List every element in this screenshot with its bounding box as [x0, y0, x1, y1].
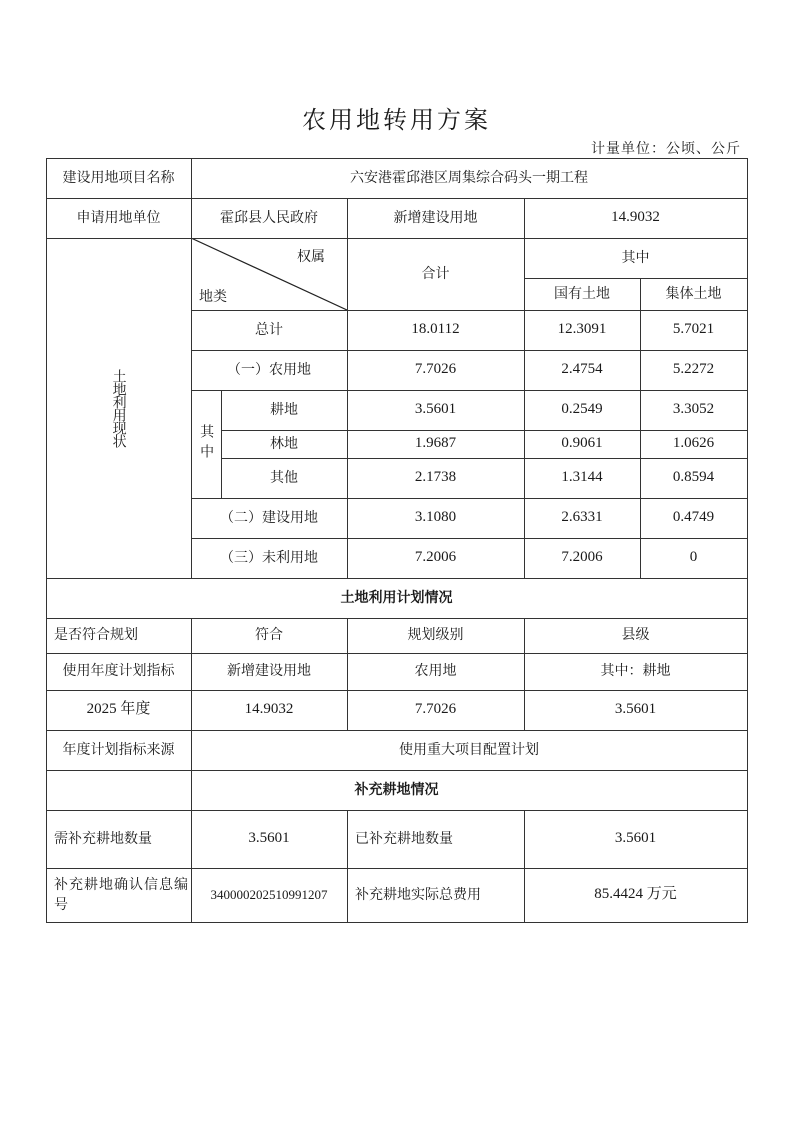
- done-value: 3.5601: [614, 830, 657, 847]
- confirm-label: 补充耕地确认信息编号: [54, 876, 189, 913]
- total-header: 合计: [421, 265, 450, 282]
- h-rule: [191, 538, 748, 539]
- h-rule: [46, 810, 748, 811]
- index-source-value: 使用重大项目配置计划: [399, 741, 539, 758]
- row-total: 7.7026: [414, 361, 457, 378]
- v-rule: [221, 390, 222, 499]
- row-label: 耕地: [270, 401, 298, 418]
- state-land-header: 国有土地: [554, 285, 610, 302]
- confirm-value: 340000202510991207: [210, 886, 328, 902]
- new-construction-label: 新增建设用地: [393, 209, 478, 226]
- year-agri-value: 7.7026: [414, 701, 457, 718]
- plan-heading: 土地利用计划情况: [340, 589, 453, 606]
- v-rule: [747, 158, 748, 923]
- ownership-label: 权属: [297, 249, 325, 265]
- land-use-status-label: [46, 238, 191, 578]
- plan-level-value: 县级: [621, 627, 650, 644]
- land-use-status-text: 土地利用现状: [110, 369, 127, 447]
- document-title: 农用地转用方案: [302, 106, 491, 134]
- year-label: 2025 年度: [86, 701, 151, 718]
- row-total: 7.2006: [414, 549, 457, 566]
- cost-label: 补充耕地实际总费用: [355, 886, 481, 903]
- row-total: 18.0112: [411, 321, 460, 338]
- h-rule: [46, 922, 748, 923]
- h-rule: [46, 578, 748, 579]
- row-collective: 0.4749: [672, 509, 715, 526]
- applicant-value: 霍邱县人民政府: [220, 209, 318, 226]
- h-rule: [221, 430, 748, 431]
- row-label: 总计: [255, 321, 283, 338]
- h-rule: [46, 690, 748, 691]
- applicant-label: 申请用地单位: [76, 209, 161, 226]
- v-rule: [191, 158, 192, 579]
- land-type-label: 地类: [199, 289, 227, 305]
- h-rule: [191, 350, 748, 351]
- cost-value: 85.4424 万元: [594, 886, 677, 903]
- col-agricultural: 农用地: [414, 663, 457, 680]
- col-arable: 其中：耕地: [600, 663, 671, 680]
- index-source-label: 年度计划指标来源: [62, 741, 175, 758]
- collective-land-header: 集体土地: [665, 285, 722, 302]
- row-state: 12.3091: [557, 321, 607, 338]
- row-total: 3.1080: [414, 509, 457, 526]
- v-rule: [524, 618, 525, 731]
- row-collective: 5.7021: [672, 321, 715, 338]
- v-rule: [524, 810, 525, 923]
- sub-group-label: [191, 390, 221, 498]
- need-label: 需补充耕地数量: [54, 830, 152, 847]
- h-rule: [46, 868, 748, 869]
- row-state: 0.9061: [561, 435, 603, 452]
- sub-group-text: 其中: [198, 424, 215, 464]
- row-collective: 0.8594: [672, 469, 715, 486]
- h-rule: [46, 770, 748, 771]
- h-rule: [46, 238, 192, 239]
- row-label: （二）建设用地: [220, 509, 318, 526]
- row-state: 2.4754: [561, 361, 603, 378]
- project-name-value: 六安港霍邱港区周集综合码头一期工程: [350, 169, 588, 186]
- plan-level-label: 规划级别: [407, 627, 464, 644]
- v-rule: [191, 618, 192, 923]
- h-rule: [191, 310, 748, 311]
- year-arable-value: 3.5601: [614, 701, 657, 718]
- v-rule: [347, 618, 348, 731]
- row-state: 2.6331: [561, 509, 603, 526]
- row-state: 0.2549: [561, 401, 603, 418]
- v-rule: [640, 278, 641, 579]
- h-rule: [46, 618, 748, 619]
- supplement-heading: 补充耕地情况: [354, 781, 439, 798]
- v-rule: [347, 198, 348, 239]
- row-label: （三）未利用地: [220, 549, 318, 566]
- h-rule: [191, 498, 748, 499]
- row-label: （一）农用地: [227, 361, 311, 378]
- row-state: 7.2006: [561, 549, 603, 566]
- diagonal-header-cell: [191, 238, 347, 310]
- row-collective: 1.0626: [672, 435, 715, 452]
- col-new-construction: 新增建设用地: [227, 663, 311, 680]
- row-collective: 0: [689, 549, 698, 566]
- annual-index-label: 使用年度计划指标: [62, 663, 175, 680]
- h-rule: [46, 158, 748, 159]
- row-total: 2.1738: [414, 469, 457, 486]
- new-construction-value: 14.9032: [611, 209, 660, 226]
- v-rule: [46, 158, 47, 923]
- of-which-header: 其中: [621, 249, 650, 266]
- row-label: 林地: [270, 435, 298, 452]
- v-rule: [347, 238, 348, 579]
- row-collective: 3.3052: [672, 401, 715, 418]
- row-collective: 5.2272: [672, 361, 715, 378]
- row-total: 3.5601: [414, 401, 457, 418]
- year-new-value: 14.9032: [244, 701, 294, 718]
- conversion-table: [46, 158, 747, 922]
- row-total: 1.9687: [414, 435, 457, 452]
- h-rule: [191, 238, 748, 239]
- h-rule: [46, 198, 748, 199]
- measurement-unit: 计量单位：公顷、公斤: [591, 141, 741, 157]
- conform-value: 符合: [255, 627, 283, 644]
- project-name-label: 建设用地项目名称: [62, 169, 175, 186]
- v-rule: [524, 198, 525, 239]
- row-state: 1.3144: [561, 469, 603, 486]
- h-rule: [46, 653, 748, 654]
- h-rule: [524, 278, 748, 279]
- conform-label: 是否符合规划: [54, 627, 138, 644]
- h-rule: [191, 390, 748, 391]
- row-label: 其他: [270, 469, 298, 486]
- need-value: 3.5601: [248, 830, 290, 847]
- h-rule: [221, 458, 748, 459]
- done-label: 已补充耕地数量: [355, 830, 453, 847]
- v-rule: [524, 238, 525, 579]
- v-rule: [347, 810, 348, 923]
- h-rule: [46, 730, 748, 731]
